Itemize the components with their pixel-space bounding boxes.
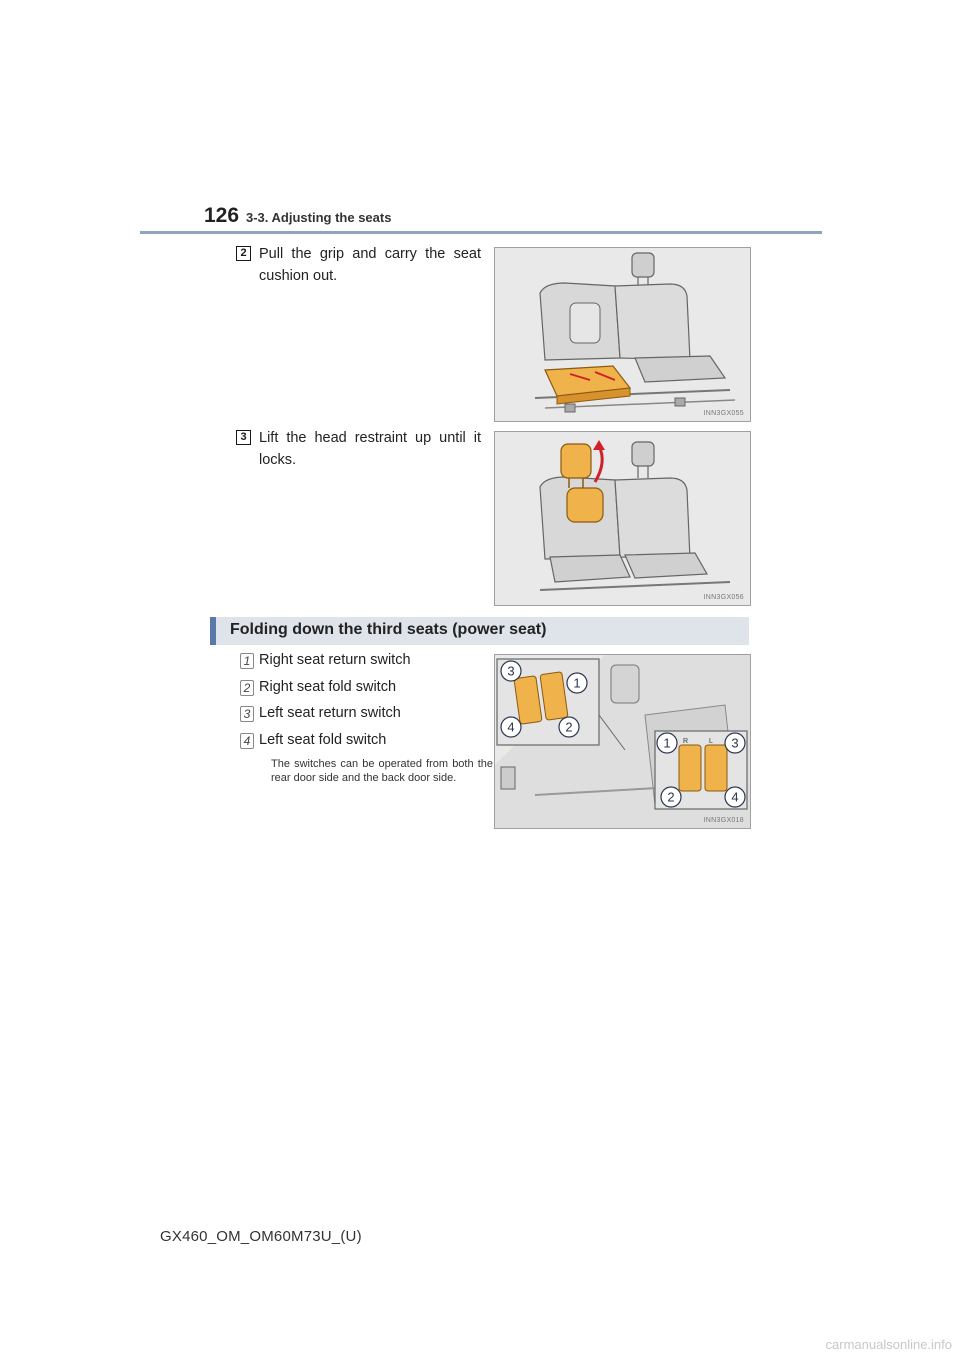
callout-3-left: 3 bbox=[507, 663, 515, 679]
legend-number-3: 3 bbox=[240, 706, 254, 722]
step-2-text: Pull the grip and carry the seat cushion out. bbox=[259, 246, 481, 284]
legend-item-1: Right seat return switch bbox=[259, 652, 411, 668]
legend-item-2: Right seat fold switch bbox=[259, 679, 397, 695]
figure-code: INN3GX056 bbox=[703, 594, 744, 601]
legend-number-1: 1 bbox=[240, 653, 254, 669]
section-heading-bar bbox=[210, 617, 749, 645]
legend-item-4: Left seat fold switch bbox=[259, 732, 387, 748]
head-restraint-illustration bbox=[495, 432, 750, 605]
step-badge-2: 2 bbox=[236, 246, 251, 261]
section-heading: Folding down the third seats (power seat) bbox=[230, 621, 547, 638]
legend-number-2: 2 bbox=[240, 680, 254, 696]
page-header bbox=[0, 0, 960, 240]
page-number: 126 bbox=[204, 204, 240, 227]
switch-label-l: L bbox=[709, 738, 713, 745]
step-badge-3: 3 bbox=[236, 430, 251, 445]
legend-number-4: 4 bbox=[240, 733, 254, 749]
callout-1-left: 1 bbox=[573, 675, 581, 691]
switch-note: The switches can be operated from both the rear door side and the back door side. bbox=[271, 758, 493, 784]
switch-label-r: R bbox=[683, 738, 689, 745]
header-rule bbox=[140, 231, 822, 234]
step-3-text: Lift the head restraint up until it locks. bbox=[259, 430, 481, 468]
callout-1-right: 1 bbox=[663, 735, 671, 751]
document-code-footer: GX460_OM_OM60M73U_(U) bbox=[160, 1228, 362, 1245]
callout-4-left: 4 bbox=[507, 719, 515, 735]
section-title: 3-3. Adjusting the seats bbox=[246, 210, 392, 225]
figure-code: INN3GX055 bbox=[703, 410, 744, 417]
callout-2-left: 2 bbox=[565, 719, 573, 735]
figure-code: INN3GX018 bbox=[703, 817, 744, 824]
figure-remove-cushion bbox=[494, 247, 751, 422]
seat-cushion-illustration bbox=[495, 248, 750, 421]
watermark: carmanualsonline.info bbox=[825, 1337, 952, 1352]
figure-power-seat-switches bbox=[494, 654, 751, 829]
switch-location-illustration bbox=[495, 655, 750, 828]
figure-head-restraint bbox=[494, 431, 751, 606]
callout-4-right: 4 bbox=[731, 789, 739, 805]
callout-2-right: 2 bbox=[667, 789, 675, 805]
callout-3-right: 3 bbox=[731, 735, 739, 751]
legend-item-3: Left seat return switch bbox=[259, 705, 401, 721]
